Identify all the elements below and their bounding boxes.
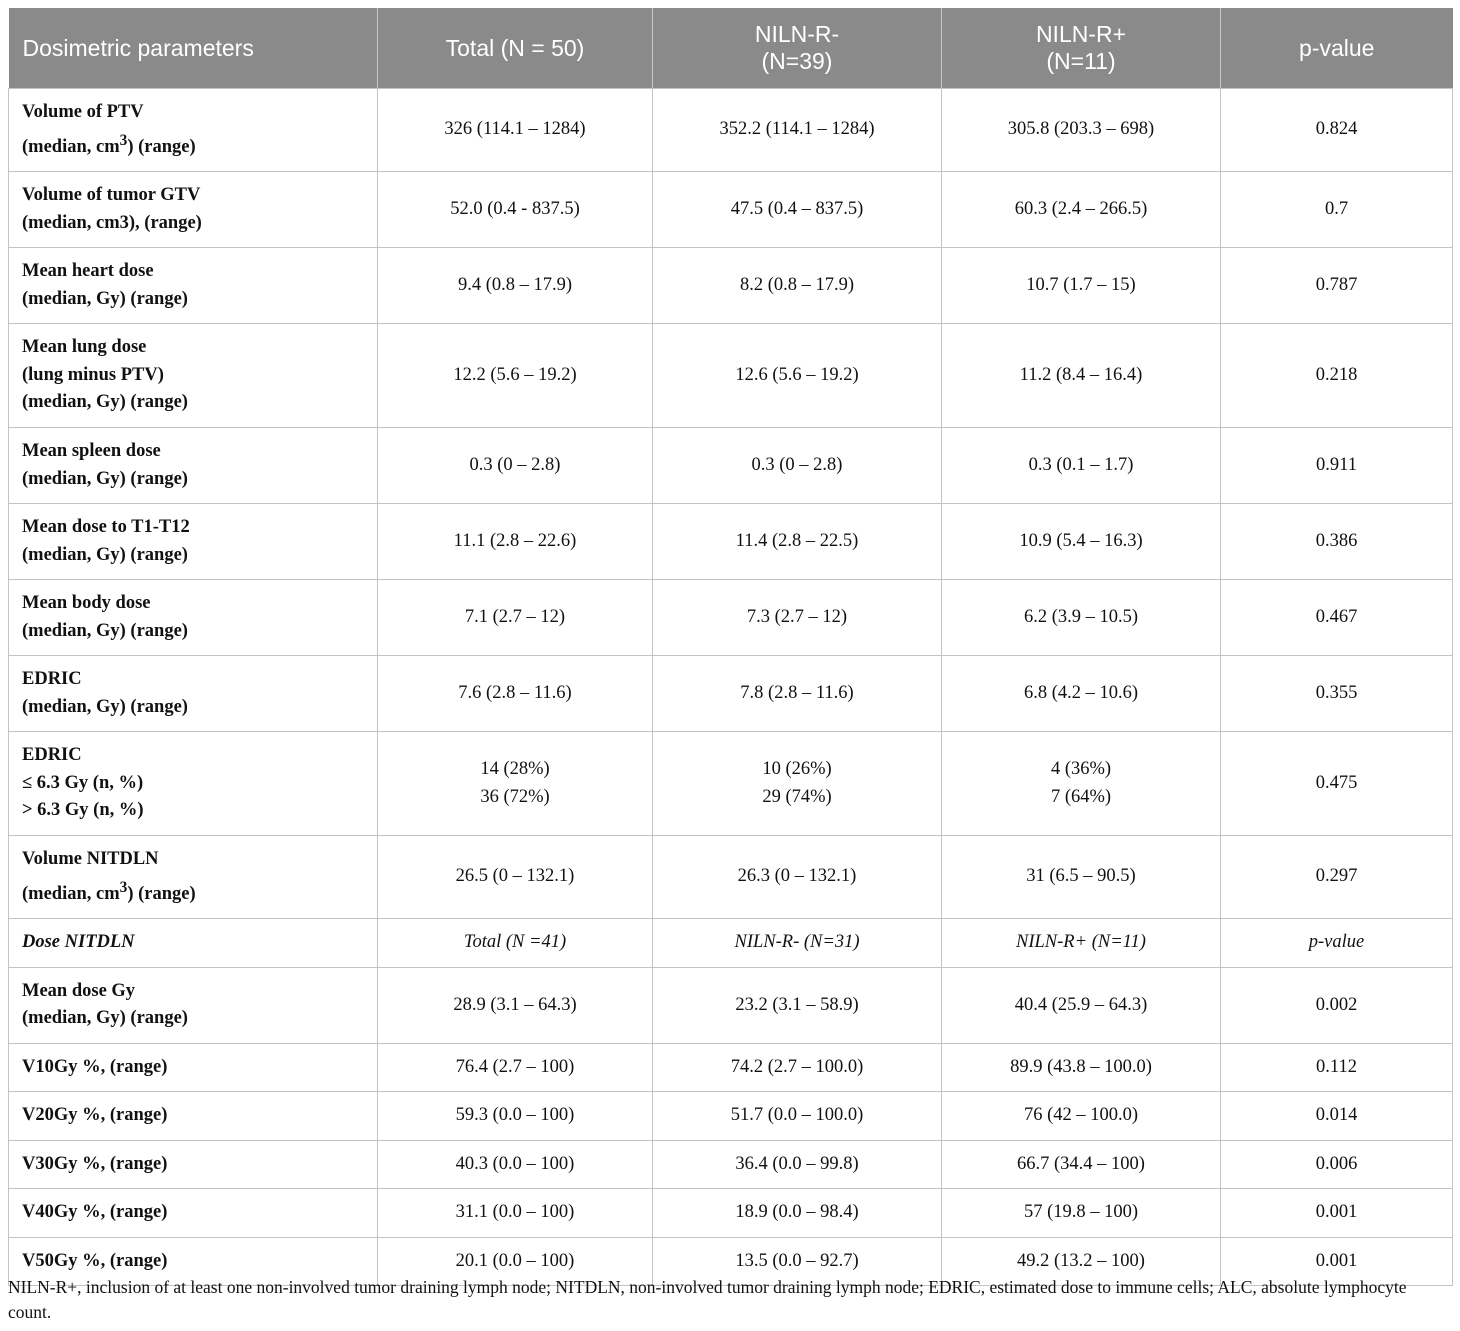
table-row [9, 504, 1453, 580]
row-label-line [22, 127, 365, 162]
cell-line: 7 (64%) [1050, 786, 1112, 807]
cell-niln-r-neg: 47.5 (0.4 – 837.5) [653, 172, 942, 248]
cell-niln-r-neg: 0.3 (0 – 2.8) [653, 428, 942, 504]
cell-total: 59.3 (0.0 – 100) [378, 1092, 653, 1141]
cell-niln-r-pos: 6.8 (4.2 – 10.6) [942, 656, 1221, 732]
row-label-text: (median, cm [22, 136, 120, 157]
cell-niln-r-neg: 12.6 (5.6 – 19.2) [653, 324, 942, 428]
cell-niln-r-pos: 11.2 (8.4 – 16.4) [942, 324, 1221, 428]
row-label-line: Mean dose to T1-T12 [22, 517, 190, 538]
cell-total: 7.1 (2.7 – 12) [378, 580, 653, 656]
table-row [9, 656, 1453, 732]
cell-niln-r-pos: 305.8 (203.3 – 698) [942, 89, 1221, 172]
row-label [9, 836, 378, 919]
cell-niln-r-pos: 6.2 (3.9 – 10.5) [942, 580, 1221, 656]
header-niln-r-neg-line2: (N=39) [761, 48, 833, 74]
header-p-value: p-value [1221, 8, 1453, 89]
table-row [9, 1043, 1453, 1092]
cell-niln-r-pos: 57 (19.8 – 100) [942, 1189, 1221, 1238]
row-label-line: (lung minus PTV) [22, 364, 164, 385]
row-label: V10Gy %, (range) [9, 1043, 378, 1092]
row-label-text: (median, cm [22, 883, 120, 904]
table-row [9, 1092, 1453, 1141]
row-label-line: ≤ 6.3 Gy (n, %) [22, 772, 144, 793]
cell-niln-r-neg: 11.4 (2.8 – 22.5) [653, 504, 942, 580]
table-row [9, 89, 1453, 172]
cell-niln-r-neg: 13.5 (0.0 – 92.7) [653, 1237, 942, 1286]
row-label-line: (median, Gy) (range) [22, 392, 188, 413]
row-label-line: EDRIC [22, 745, 82, 766]
subheader-niln-r-neg: NILN-R- (N=31) [653, 919, 942, 968]
cell-p-value: 0.001 [1221, 1237, 1453, 1286]
cell-total: 31.1 (0.0 – 100) [378, 1189, 653, 1238]
cell-total: 9.4 (0.8 – 17.9) [378, 248, 653, 324]
cell-niln-r-pos: 89.9 (43.8 – 100.0) [942, 1043, 1221, 1092]
row-label-line: (median, Gy) (range) [22, 544, 188, 565]
cell-p-value: 0.911 [1221, 428, 1453, 504]
cell-p-value: 0.355 [1221, 656, 1453, 732]
row-label: V50Gy %, (range) [9, 1237, 378, 1286]
cell-total: 20.1 (0.0 – 100) [378, 1237, 653, 1286]
dosimetric-table-container [8, 8, 1452, 1286]
row-label [9, 172, 378, 248]
table-row [9, 1189, 1453, 1238]
cell-p-value: 0.787 [1221, 248, 1453, 324]
subheader-dose-nitdln: Dose NITDLN [9, 919, 378, 968]
cell-niln-r-neg: 7.8 (2.8 – 11.6) [653, 656, 942, 732]
cell-total: 52.0 (0.4 - 837.5) [378, 172, 653, 248]
row-label-line: Mean lung dose [22, 337, 147, 358]
cell-p-value: 0.001 [1221, 1189, 1453, 1238]
table-row [9, 248, 1453, 324]
cell-p-value: 0.7 [1221, 172, 1453, 248]
table-footnote: NILN-R+, inclusion of at least one non-involved tumor draining lymph node; NITDLN, non-involved tumor draining lymph node; EDRIC, estimated dose to immune cells; ALC, absolute lymphocyte count. [8, 1277, 1407, 1322]
table-subheader-row [9, 919, 1453, 968]
row-label [9, 580, 378, 656]
row-label-line: (median, Gy) (range) [22, 1008, 188, 1029]
cell-niln-r-neg: 8.2 (0.8 – 17.9) [653, 248, 942, 324]
cell-total: 26.5 (0 – 132.1) [378, 836, 653, 919]
row-label: V20Gy %, (range) [9, 1092, 378, 1141]
cell-niln-r-pos: 76 (42 – 100.0) [942, 1092, 1221, 1141]
table-row [9, 580, 1453, 656]
row-label-line [22, 874, 365, 909]
header-niln-r-neg [653, 8, 942, 89]
row-label-line: Mean heart dose [22, 261, 154, 282]
cell-line: 36 (72%) [480, 786, 550, 807]
row-label-line: (median, Gy) (range) [22, 468, 188, 489]
cell-niln-r-pos: 0.3 (0.1 – 1.7) [942, 428, 1221, 504]
subheader-p-value: p-value [1221, 919, 1453, 968]
cell-total: 12.2 (5.6 – 19.2) [378, 324, 653, 428]
cell-niln-r-pos: 31 (6.5 – 90.5) [942, 836, 1221, 919]
cell-total: 326 (114.1 – 1284) [378, 89, 653, 172]
row-label-line: EDRIC [22, 669, 82, 690]
row-label-line: (median, Gy) (range) [22, 288, 188, 309]
row-label-text: ) (range) [127, 136, 196, 157]
row-label-line: > 6.3 Gy (n, %) [22, 800, 144, 821]
cell-niln-r-pos: 66.7 (34.4 – 100) [942, 1140, 1221, 1189]
header-dosimetric-parameters: Dosimetric parameters [9, 8, 378, 89]
row-label [9, 504, 378, 580]
header-total: Total (N = 50) [378, 8, 653, 89]
cell-p-value: 0.218 [1221, 324, 1453, 428]
row-label: V40Gy %, (range) [9, 1189, 378, 1238]
cell-niln-r-pos [942, 732, 1221, 836]
superscript: 3 [119, 878, 128, 896]
row-label: V30Gy %, (range) [9, 1140, 378, 1189]
row-label-line: Mean body dose [22, 593, 151, 614]
cell-niln-r-pos: 10.9 (5.4 – 16.3) [942, 504, 1221, 580]
row-label-line: (median, Gy) (range) [22, 620, 188, 641]
cell-niln-r-neg: 7.3 (2.7 – 12) [653, 580, 942, 656]
row-label-text: ) (range) [127, 883, 196, 904]
cell-niln-r-neg: 36.4 (0.0 – 99.8) [653, 1140, 942, 1189]
row-label [9, 89, 378, 172]
cell-p-value: 0.002 [1221, 967, 1453, 1043]
cell-p-value: 0.014 [1221, 1092, 1453, 1141]
header-niln-r-pos-line1: NILN-R+ [1035, 21, 1127, 47]
row-label-line: Volume NITDLN [22, 849, 159, 870]
cell-total: 76.4 (2.7 – 100) [378, 1043, 653, 1092]
cell-p-value: 0.112 [1221, 1043, 1453, 1092]
table-row [9, 836, 1453, 919]
superscript: 3 [119, 131, 128, 149]
table-row [9, 428, 1453, 504]
cell-p-value: 0.386 [1221, 504, 1453, 580]
row-label [9, 248, 378, 324]
cell-p-value: 0.297 [1221, 836, 1453, 919]
cell-total: 40.3 (0.0 – 100) [378, 1140, 653, 1189]
subheader-total: Total (N =41) [378, 919, 653, 968]
cell-niln-r-pos: 49.2 (13.2 – 100) [942, 1237, 1221, 1286]
row-label [9, 732, 378, 836]
cell-niln-r-pos: 60.3 (2.4 – 266.5) [942, 172, 1221, 248]
row-label-line: (median, Gy) (range) [22, 696, 188, 717]
dosimetric-table [8, 8, 1453, 1286]
cell-line: 29 (74%) [762, 786, 832, 807]
cell-niln-r-neg: 74.2 (2.7 – 100.0) [653, 1043, 942, 1092]
cell-total: 7.6 (2.8 – 11.6) [378, 656, 653, 732]
cell-line: 4 (36%) [1050, 759, 1112, 780]
cell-total [378, 732, 653, 836]
cell-total: 11.1 (2.8 – 22.6) [378, 504, 653, 580]
header-niln-r-neg-line1: NILN-R- [754, 21, 840, 47]
cell-niln-r-pos: 40.4 (25.9 – 64.3) [942, 967, 1221, 1043]
cell-total: 0.3 (0 – 2.8) [378, 428, 653, 504]
cell-line: 10 (26%) [762, 759, 832, 780]
cell-niln-r-neg: 23.2 (3.1 – 58.9) [653, 967, 942, 1043]
cell-niln-r-neg: 18.9 (0.0 – 98.4) [653, 1189, 942, 1238]
row-label-line: Mean spleen dose [22, 441, 161, 462]
table-row [9, 967, 1453, 1043]
row-label-line: Volume of tumor GTV [22, 185, 201, 206]
row-label [9, 656, 378, 732]
cell-p-value: 0.475 [1221, 732, 1453, 836]
header-niln-r-pos-line2: (N=11) [1046, 48, 1116, 74]
row-label [9, 324, 378, 428]
table-header-row [9, 8, 1453, 89]
table-row [9, 172, 1453, 248]
cell-p-value: 0.824 [1221, 89, 1453, 172]
table-row [9, 324, 1453, 428]
table-row [9, 732, 1453, 836]
cell-niln-r-neg: 352.2 (114.1 – 1284) [653, 89, 942, 172]
cell-niln-r-neg: 26.3 (0 – 132.1) [653, 836, 942, 919]
row-label [9, 967, 378, 1043]
cell-niln-r-neg [653, 732, 942, 836]
cell-niln-r-pos: 10.7 (1.7 – 15) [942, 248, 1221, 324]
cell-p-value: 0.467 [1221, 580, 1453, 656]
row-label-line: Volume of PTV [22, 102, 144, 122]
table-row [9, 1140, 1453, 1189]
row-label-line: Mean dose Gy [22, 980, 136, 1001]
cell-total: 28.9 (3.1 – 64.3) [378, 967, 653, 1043]
row-label [9, 428, 378, 504]
cell-p-value: 0.006 [1221, 1140, 1453, 1189]
cell-niln-r-neg: 51.7 (0.0 – 100.0) [653, 1092, 942, 1141]
subheader-niln-r-pos: NILN-R+ (N=11) [942, 919, 1221, 968]
row-label-line: (median, cm3), (range) [22, 212, 202, 233]
cell-line: 14 (28%) [480, 759, 550, 780]
header-niln-r-pos [942, 8, 1221, 89]
